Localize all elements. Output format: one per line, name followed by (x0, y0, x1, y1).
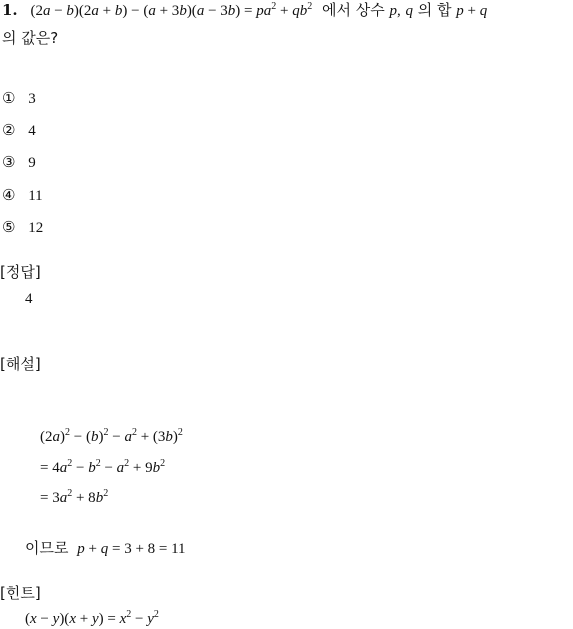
choice-1[interactable] (2, 88, 36, 109)
choice-marker: ④ (2, 186, 16, 204)
question-line-1 (2, 0, 487, 21)
choice-4[interactable] (2, 185, 43, 206)
question-text: 에서 상수 p, q 의 합 p + q (321, 1, 488, 19)
choice-value: 11 (28, 188, 43, 204)
choice-value: 9 (28, 155, 36, 171)
solution-label: [해설] (0, 355, 41, 373)
choice-3[interactable] (2, 152, 36, 173)
choice-value: 3 (28, 91, 36, 107)
choice-2[interactable] (2, 120, 36, 141)
solution-step-1: $(2a)^2 - (b)^2 - a^2 + (3b)^2$ (40, 427, 183, 445)
question-equation: $(2a - b)(2a + b) - (a + 3b)(a - 3b) = pa^2 + qb^2$ (30, 1, 313, 19)
choice-marker: ① (2, 89, 16, 107)
choice-marker: ③ (2, 153, 16, 171)
solution-step-3: = $3a^2 + 8b^2$ (40, 488, 109, 506)
solution-conclusion (25, 538, 186, 559)
hint-formula: $(x - y)(x + y) = x^2 - y^2$ (25, 609, 159, 627)
choice-value: 4 (28, 123, 36, 139)
answer-label: [정답] (0, 263, 41, 281)
choice-marker: ② (2, 121, 16, 139)
question-number: 1. (2, 1, 18, 19)
answer-value: 4 (25, 291, 33, 307)
choice-value: 12 (28, 220, 44, 236)
conclusion-equation: p + q = 3 + 8 = 11 (77, 541, 186, 557)
solution-step-2: = $4a^2 - b^2 - a^2 + 9b^2$ (40, 458, 166, 476)
choice-marker: ⑤ (2, 218, 16, 236)
conclusion-prefix: 이므로 (25, 539, 69, 557)
choice-5[interactable] (2, 217, 43, 238)
hint-label: [힌트] (0, 584, 41, 602)
question-line-2: 의 값은? (2, 29, 59, 47)
